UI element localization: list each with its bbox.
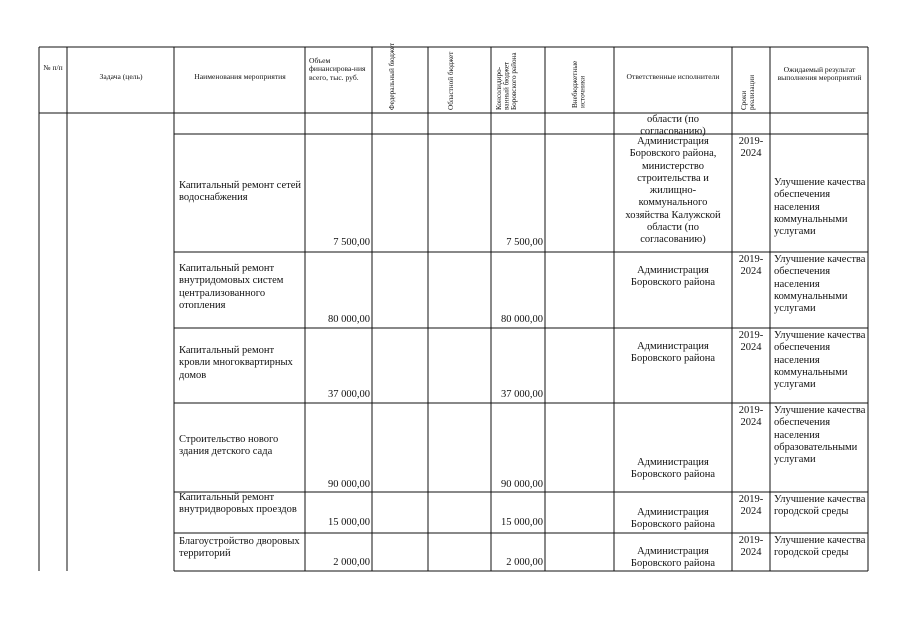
row3-volume: 37 000,00 (328, 389, 370, 400)
row1-activity: Капитальный ремонт сетей водоснабжения (179, 180, 301, 204)
header-activity: Наименования мероприятия (194, 72, 286, 81)
header-extra: Внебюджетные источники (571, 60, 587, 108)
row6-term: 2019-2024 (738, 535, 764, 559)
row1-responsible: Администрация Боровского района, министерство строительства и жилищно-коммунального хозяйства Калужской области (по согласованию) (625, 136, 721, 246)
row2-volume: 80 000,00 (328, 314, 370, 325)
header-consolidated: Консолидиро-ванный бюджет Боровского района (495, 52, 519, 110)
row4-term: 2019-2024 (738, 405, 764, 429)
header-volume: Объем финансирова-ния всего, тыс. руб. (309, 56, 366, 82)
row4-activity: Строительство нового здания детского сада (179, 434, 279, 458)
row6-volume: 2 000,00 (333, 557, 370, 568)
row1-term: 2019-2024 (738, 136, 764, 160)
row6-consolidated: 2 000,00 (506, 557, 543, 568)
header-responsible: Ответственные исполнители (626, 72, 720, 81)
row2-responsible: Администрация Боровского района (630, 265, 716, 289)
header-num: № п/п (43, 63, 63, 72)
row5-consolidated: 15 000,00 (501, 517, 543, 528)
header-terms: Сроки реализации (740, 74, 756, 110)
row4-responsible: Администрация Боровского района (630, 457, 716, 481)
row5-term: 2019-2024 (738, 494, 764, 518)
header-result: Ожидаемый результат выполнения мероприятий (777, 65, 862, 83)
row4-result: Улучшение качества обеспечения населения образовательными услугами (774, 405, 866, 466)
row3-responsible: Администрация Боровского района (630, 341, 716, 365)
row6-activity: Благоустройство дворовых территорий (179, 536, 300, 560)
row2-result: Улучшение качества обеспечения населения коммунальными услугами (774, 254, 866, 315)
row6-responsible: Администрация Боровского района (630, 546, 716, 570)
row3-term: 2019-2024 (738, 330, 764, 354)
row5-activity: Капитальный ремонт внутридворовых проездов (179, 492, 297, 516)
row1-volume: 7 500,00 (333, 237, 370, 248)
row5-result: Улучшение качества городской среды (774, 494, 866, 518)
row2-activity: Капитальный ремонт внутридомовых систем централизованного отопления (179, 263, 284, 311)
row2-term: 2019-2024 (738, 254, 764, 278)
row1-result: Улучшение качества обеспечения населения коммунальными услугами (774, 177, 866, 238)
row3-activity: Капитальный ремонт кровли многоквартирных домов (179, 345, 293, 381)
row3-result: Улучшение качества обеспечения населения коммунальными услугами (774, 330, 866, 391)
row5-responsible: Администрация Боровского района (630, 507, 716, 531)
row2-consolidated: 80 000,00 (501, 314, 543, 325)
header-task: Задача (цель) (99, 72, 143, 81)
row3-consolidated: 37 000,00 (501, 389, 543, 400)
header-regional: Областной бюджет (447, 51, 455, 110)
row4-volume: 90 000,00 (328, 479, 370, 490)
row5-volume: 15 000,00 (328, 517, 370, 528)
row4-consolidated: 90 000,00 (501, 479, 543, 490)
header-federal: Федеральный бюджет (388, 42, 396, 110)
row1-consolidated: 7 500,00 (506, 237, 543, 248)
row6-result: Улучшение качества городской среды (774, 535, 866, 559)
row0-responsible: области (по согласованию) (640, 114, 706, 138)
